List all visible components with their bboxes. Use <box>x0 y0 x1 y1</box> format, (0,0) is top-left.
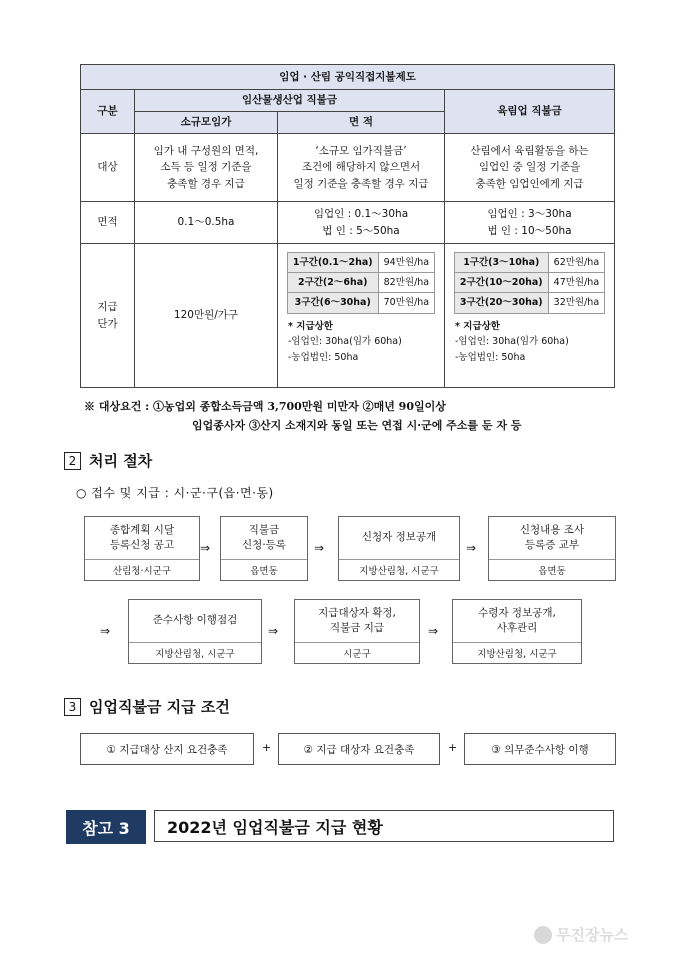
arrow-1: ⇒ <box>200 541 211 555</box>
step-2-agency: 읍면동 <box>221 559 307 580</box>
step-1-agency: 산림청·시군구 <box>85 559 199 580</box>
step-7-title: 수령자 정보공개, 사후관리 <box>478 606 556 634</box>
eligibility-line1: ※ 대상요건 : ①농업외 종합소득금액 3,700만원 미만자 ②매년 90일이상 <box>84 400 446 413</box>
row-label-target: 대상 <box>81 134 135 202</box>
arrow-4: ⇒ <box>100 624 111 638</box>
target-forestry: 산림에서 육림활동을 하는 임업인 중 일정 기준을 충족한 임업인에게 지급 <box>445 134 615 202</box>
condition-1: ① 지급대상 산지 요건충족 <box>80 733 254 765</box>
step-1-title: 종합계획 시달 등록신청 공고 <box>109 523 175 551</box>
step-6-title: 지급대상자 확정, 직불금 지급 <box>318 606 396 634</box>
area-forestry: 임업인 : 3～30ha 법 인 : 10～50ha <box>445 202 615 244</box>
step-3-agency: 지방산림청, 시군구 <box>339 559 459 580</box>
step-1 <box>84 516 200 581</box>
step-5-agency: 지방산림청, 시군구 <box>129 642 261 663</box>
col-small-forest: 소규모임가 <box>135 112 278 134</box>
pay-forestry-tiers: 1구간(3～10ha) 62만원/ha 2구간(10～20ha) 47만원/ha 3구간(20～30ha) 32만원/ha <box>454 252 605 314</box>
section2-intro: ○ 접수 및 지급 : 시·군·구(읍·면·동) <box>76 486 274 500</box>
watermark <box>534 924 628 945</box>
area-small: 0.1～0.5ha <box>135 202 278 244</box>
section2-number: 2 <box>64 452 81 470</box>
step-6 <box>294 599 420 664</box>
step-4-title: 신청내용 조사 등록증 교부 <box>519 523 585 551</box>
step-3-title: 신청자 정보공개 <box>361 531 437 544</box>
arrow-2: ⇒ <box>314 541 325 555</box>
step-6-agency: 시군구 <box>295 642 419 663</box>
step-3 <box>338 516 460 581</box>
target-area: ‘소규모 임가직불금’ 조건에 해당하지 않으면서 일정 기준을 충족할 경우 지급 <box>278 134 445 202</box>
col-group-forestry: 육림업 직불금 <box>445 90 615 134</box>
area-area: 임업인 : 0.1～30ha 법 인 : 5～50ha <box>278 202 445 244</box>
table-title: 임업 · 산림 공익직접지불제도 <box>81 65 615 90</box>
row-label-area: 면적 <box>81 202 135 244</box>
plus-1: + <box>262 741 272 754</box>
direct-payment-table <box>80 64 615 388</box>
step-2-title: 직불금 신청·등록 <box>242 523 286 551</box>
target-small: 임가 내 구성원의 면적, 소득 등 일정 기준을 충족할 경우 지급 <box>135 134 278 202</box>
step-7 <box>452 599 582 664</box>
plus-2: + <box>448 741 458 754</box>
step-5 <box>128 599 262 664</box>
step-7-agency: 지방산림청, 시군구 <box>453 642 581 663</box>
pay-area <box>278 244 445 388</box>
section3-number: 3 <box>64 698 81 716</box>
pay-area-cap: * 지급상한 -임업인: 30ha(임가 60ha) -농업법인: 50ha <box>288 320 402 363</box>
section3-heading <box>64 696 230 717</box>
watermark-text: 무진장뉴스 <box>556 926 629 944</box>
eligibility-line2: 임업종사자 ③산지 소재지와 동일 또는 연접 시·군에 주소를 둔 자 등 <box>192 418 522 432</box>
step-4 <box>488 516 616 581</box>
condition-2: ② 지급 대상자 요건충족 <box>278 733 440 765</box>
section2-title: 처리 절차 <box>89 452 153 470</box>
col-group-production: 임산물생산업 직불금 <box>135 90 445 112</box>
pay-forestry-cap: * 지급상한 -임업인: 30ha(임가 60ha) -농업법인: 50ha <box>455 320 569 363</box>
col-area: 면 적 <box>278 112 445 134</box>
section3-title: 임업직불금 지급 조건 <box>89 698 230 716</box>
pay-small: 120만원/가구 <box>135 244 278 388</box>
section2-heading <box>64 450 152 471</box>
condition-3: ③ 의무준수사항 이행 <box>464 733 616 765</box>
step-2 <box>220 516 308 581</box>
arrow-3: ⇒ <box>466 541 477 555</box>
step-5-title: 준수사항 이행점검 <box>152 614 238 627</box>
pay-forestry <box>445 244 615 388</box>
row-label-pay: 지급 단가 <box>81 244 135 388</box>
arrow-6: ⇒ <box>428 624 439 638</box>
step-4-agency: 읍면동 <box>489 559 615 580</box>
reference-tag: 참고 3 <box>66 810 146 844</box>
reference-title: 2022년 임업직불금 지급 현황 <box>154 810 614 842</box>
arrow-5: ⇒ <box>268 624 279 638</box>
eligibility-note <box>84 398 624 435</box>
pay-area-tiers: 1구간(0.1～2ha) 94만원/ha 2구간(2～6ha) 82만원/ha 3구간(6～30ha) 70만원/ha <box>287 252 435 314</box>
watermark-logo-icon <box>534 926 552 944</box>
col-gubun: 구분 <box>81 90 135 134</box>
